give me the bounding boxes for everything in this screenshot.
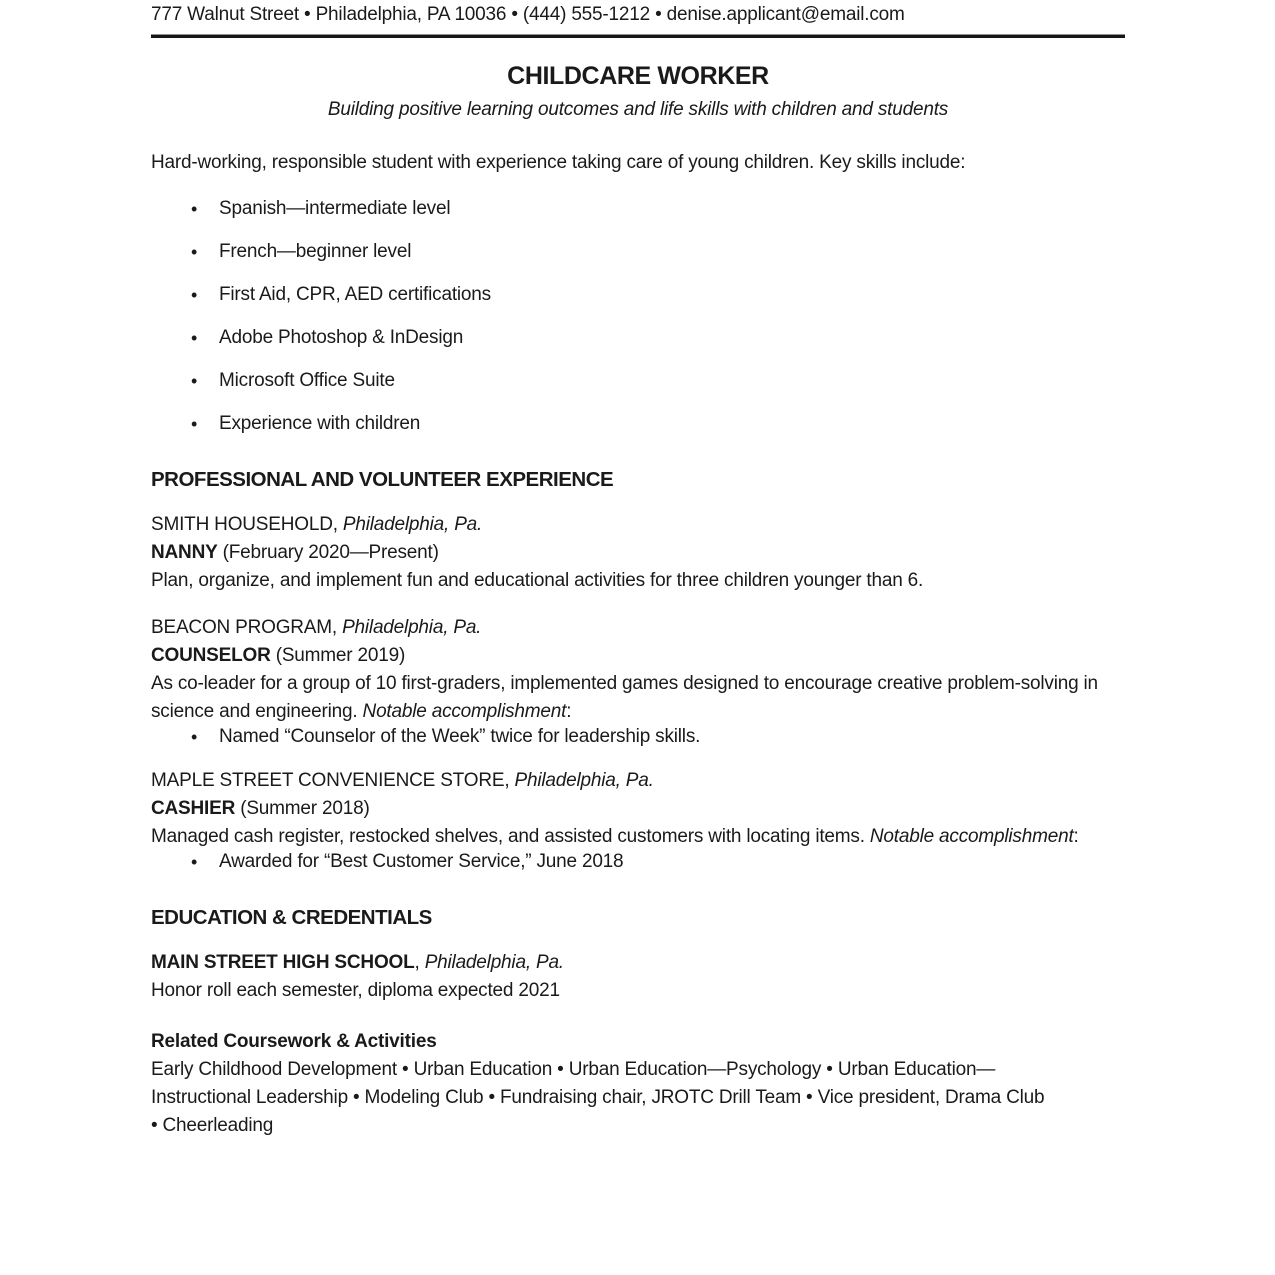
job-role-line xyxy=(151,795,1125,823)
job-location: Philadelphia, Pa. xyxy=(342,617,482,638)
job-note: Notable accomplishment xyxy=(362,701,567,722)
job-entry-counselor xyxy=(151,614,1125,748)
skills-list xyxy=(151,198,1125,435)
summary-text: Hard-working, responsible student with experience taking care of young children. Key skills include: xyxy=(151,152,966,173)
skill-item: • French—beginner level xyxy=(190,241,1125,263)
job-dates: (Summer 2018) xyxy=(235,798,370,819)
skill-item: • Experience with children xyxy=(190,413,1125,435)
skill-item: • First Aid, CPR, AED certifications xyxy=(190,284,1125,306)
job-description: As co-leader for a group of 10 first-graders, implemented games designed to encourage creative problem-solving in science and engineering. xyxy=(151,673,1098,722)
header-divider xyxy=(151,34,1125,38)
school-line xyxy=(151,949,1125,977)
section-heading-experience: PROFESSIONAL AND VOLUNTEER EXPERIENCE xyxy=(151,468,614,491)
job-note-suffix: : xyxy=(566,701,572,722)
job-role: NANNY xyxy=(151,542,218,563)
job-description: Plan, organize, and implement fun and educational activities for three children younger than 6. xyxy=(151,570,924,591)
job-note-suffix: : xyxy=(1073,826,1079,847)
job-company: BEACON PROGRAM, xyxy=(151,617,343,638)
job-description-line xyxy=(151,670,1125,726)
job-role-line xyxy=(151,642,1125,670)
job-company-line xyxy=(151,767,1125,795)
tagline: Building positive learning outcomes and life skills with children and students xyxy=(327,99,949,120)
job-role-line xyxy=(151,539,1125,567)
job-entry-nanny xyxy=(151,511,1125,595)
job-company: MAPLE STREET CONVENIENCE STORE, xyxy=(151,770,515,791)
job-company-line xyxy=(151,511,1125,539)
job-description-line xyxy=(151,823,1125,851)
job-accomplishment-item: • Named “Counselor of the Week” twice for leadership skills. xyxy=(190,726,1125,748)
job-accomplishments-list xyxy=(151,726,1125,748)
school-separator: , xyxy=(414,952,425,973)
job-role: CASHIER xyxy=(151,798,236,819)
education-entry xyxy=(151,949,1125,1005)
job-company: SMITH HOUSEHOLD, xyxy=(151,514,343,535)
coursework-heading: Related Coursework & Activities xyxy=(151,1031,437,1052)
page-title: CHILDCARE WORKER xyxy=(507,62,769,90)
job-description-line xyxy=(151,567,1125,595)
education-details: Honor roll each semester, diploma expected 2021 xyxy=(151,980,560,1001)
skill-item: • Adobe Photoshop & InDesign xyxy=(190,327,1125,349)
skill-item: • Spanish—intermediate level xyxy=(190,198,1125,220)
skill-item: • Microsoft Office Suite xyxy=(190,370,1125,392)
job-note: Notable accomplishment xyxy=(869,826,1074,847)
job-company-line xyxy=(151,614,1125,642)
section-heading-education: EDUCATION & CREDENTIALS xyxy=(151,906,432,929)
school-name: MAIN STREET HIGH SCHOOL xyxy=(151,952,415,973)
job-accomplishment-item: • Awarded for “Best Customer Service,” June 2018 xyxy=(190,851,1125,873)
job-description: Managed cash register, restocked shelves, and assisted customers with locating items. xyxy=(151,826,870,847)
job-dates: (Summer 2019) xyxy=(270,645,406,666)
school-location: Philadelphia, Pa. xyxy=(424,952,564,973)
coursework-text: Early Childhood Development • Urban Education • Urban Education—Psychology • Urban Education—Instructional Leadership • Modeling Club • Fundraising chair, JROTC Drill Team • Vice president, Drama Club • Cheerleading xyxy=(151,1059,1045,1136)
job-dates: (February 2020—Present) xyxy=(217,542,439,563)
coursework-section xyxy=(151,1028,1125,1140)
job-location: Philadelphia, Pa. xyxy=(342,514,483,535)
job-entry-cashier xyxy=(151,767,1125,873)
job-accomplishments-list xyxy=(151,851,1125,873)
job-location: Philadelphia, Pa. xyxy=(514,770,654,791)
job-role: COUNSELOR xyxy=(151,645,271,666)
contact-line: 777 Walnut Street • Philadelphia, PA 10036 • (444) 555-1212 • denise.applicant@email.com xyxy=(151,4,905,25)
